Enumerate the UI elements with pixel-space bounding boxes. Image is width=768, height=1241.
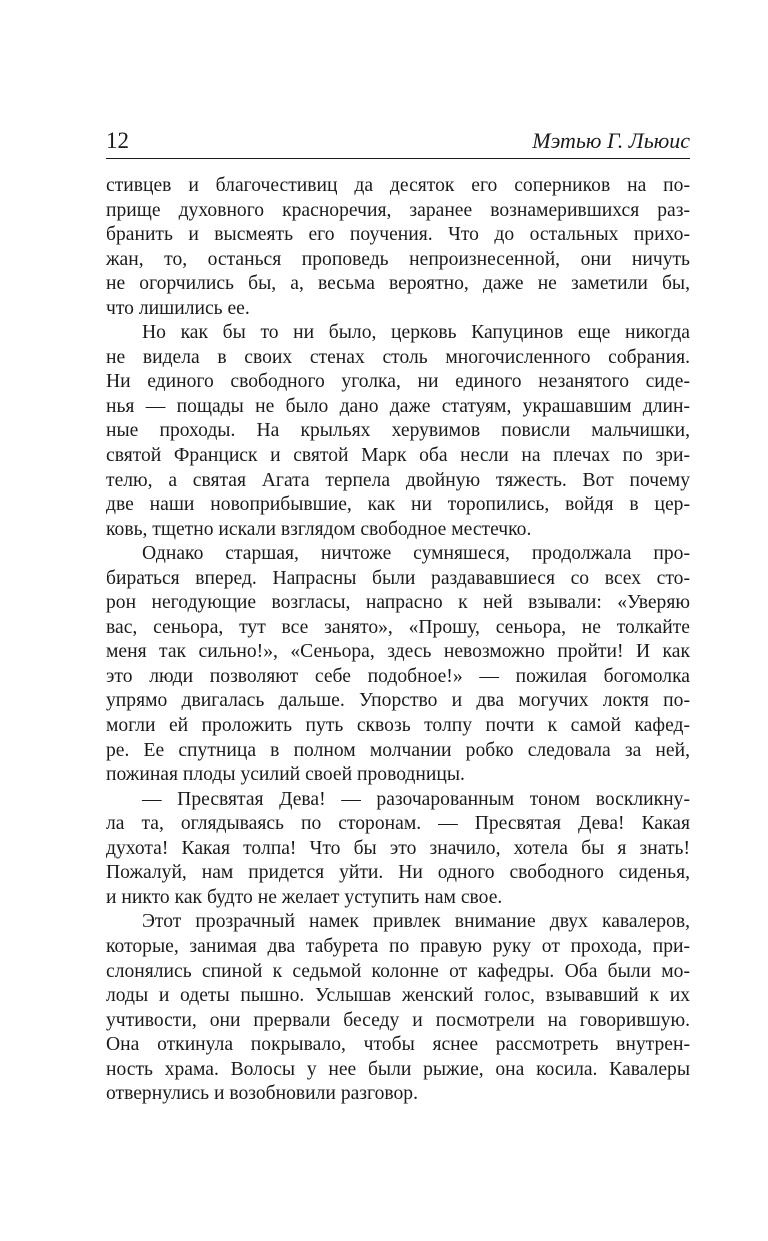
text-line: святой Франциск и святой Марк оба несли на плечах по зри-	[106, 445, 690, 467]
text-line: вас, сеньора, тут все занято», «Прошу, сеньора, не толкайте	[106, 616, 690, 638]
text-line: Она откинула покрывало, чтобы яснее рассмотреть внутрен-	[106, 1034, 690, 1056]
text-line: жан, то, останься проповедь непроизнесенной, они ничуть	[106, 248, 690, 270]
text-line: прище духовного красноречия, заранее вознамерившихся раз-	[106, 199, 690, 221]
text-line: Однако старшая, ничтоже сумняшеся, продолжала про-	[142, 543, 690, 565]
paragraph	[106, 788, 690, 911]
text-line: Пожалуй, нам придется уйти. Ни одного свободного сиденья,	[106, 862, 690, 884]
text-line: духота! Какая толпа! Что бы это значило, хотела бы я знать!	[106, 837, 690, 859]
text-body	[106, 174, 690, 1107]
text-line: отвернулись и возобновили разговор.	[106, 1083, 419, 1105]
author-name: Мэтью Г. Льюис	[532, 128, 690, 153]
text-line: стивцев и благочестивиц да десяток его соперников на по-	[106, 175, 690, 196]
text-line: Ни единого свободного уголка, ни единого незанятого сиде-	[106, 371, 690, 393]
text-line: ла та, оглядываясь по сторонам. — Пресвятая Дева! Какая	[106, 813, 690, 835]
page-number: 12	[106, 128, 129, 153]
text-line: ре. Ее спутница в полном молчании робко следовала за ней,	[106, 739, 690, 761]
running-head	[106, 126, 690, 159]
text-line: слонялись спиной к седьмой колонне от кафедры. Оба были мо-	[106, 960, 690, 982]
text-line: Этот прозрачный намек привлек внимание двух кавалеров,	[142, 911, 690, 933]
text-line: учтивости, они прервали беседу и посмотрели на говорившую.	[106, 1009, 690, 1031]
text-line: рон негодующие возгласы, напрасно к ней взывали: «Уверяю	[106, 592, 690, 614]
text-line: не огорчились бы, а, весьма вероятно, даже не заметили бы,	[106, 273, 690, 295]
text-line: не видела в своих стенах столь многочисленного собрания.	[106, 346, 690, 368]
text-line: могли ей проложить путь сквозь толпу почти к самой кафед-	[106, 715, 690, 737]
text-line: ковь, тщетно искали взглядом свободное местечко.	[106, 518, 532, 540]
text-line: две наши новоприбывшие, как ни торопились, войдя в цер-	[106, 494, 690, 516]
text-line: бираться вперед. Напрасны были раздававшиеся со всех сто-	[106, 567, 690, 589]
paragraph	[106, 542, 690, 787]
text-line: ные проходы. На крыльях херувимов повисли мальчишки,	[106, 420, 690, 442]
text-line: Но как бы то ни было, церковь Капуцинов еще никогда	[142, 322, 690, 344]
text-line: пожиная плоды усилий своей проводницы.	[106, 764, 465, 786]
text-line: телю, а святая Агата терпела двойную тяжесть. Вот почему	[106, 469, 690, 491]
text-line: — Пресвятая Дева! — разочарованным тоном воскликну-	[142, 788, 690, 810]
paragraph	[106, 321, 690, 542]
text-line: и никто как будто не желает уступить нам свое.	[106, 886, 503, 908]
text-line: что лишились ее.	[106, 297, 250, 319]
paragraph	[106, 174, 690, 321]
text-line: меня так сильно!», «Сеньора, здесь невозможно пройти! И как	[106, 641, 690, 663]
text-line: которые, занимая два табурета по правую руку от прохода, при-	[106, 935, 690, 957]
text-line: ность храма. Волосы у нее были рыжие, она косила. Кавалеры	[106, 1058, 690, 1080]
text-line: лоды и одеты пышно. Услышав женский голос, взывавший к их	[106, 985, 690, 1007]
text-line: это люди позволяют себе подобное!» — пожилая богомолка	[106, 665, 690, 687]
text-line: упрямо двигалась дальше. Упорство и два могучих локтя по-	[106, 690, 690, 712]
text-line: нья — пощады не было дано даже статуям, украшавшим длин-	[106, 395, 690, 417]
text-line: бранить и высмеять его поучения. Что до остальных прихо-	[106, 224, 690, 246]
paragraph	[106, 910, 690, 1106]
